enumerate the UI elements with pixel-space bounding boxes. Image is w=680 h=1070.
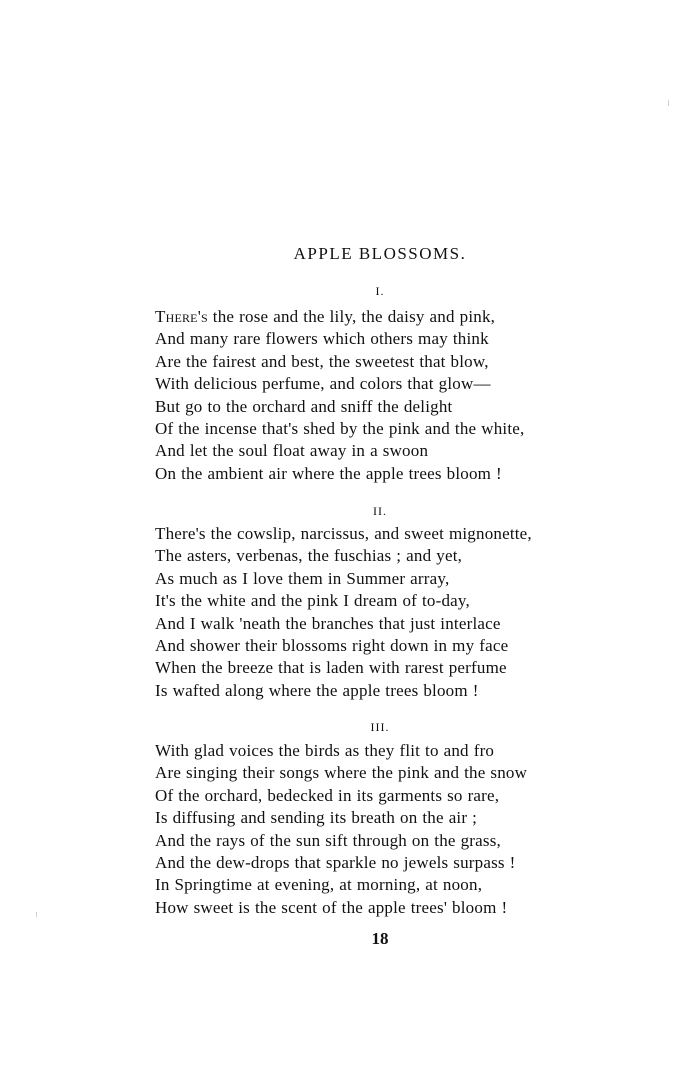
poem-line: And shower their blossoms right down in my face (155, 636, 509, 656)
poem-line: On the ambient air where the apple trees bloom ! (155, 463, 502, 483)
poem-line: In Springtime at evening, at morning, at noon, (155, 875, 483, 895)
poem-line: And let the soul float away in a swoon (155, 441, 429, 461)
stanza-numeral-3: III. (370, 720, 390, 734)
scan-speck (36, 912, 37, 917)
poem-line: Is diffusing and sending its breath on the air ; (155, 808, 478, 828)
poem-line: And many rare flowers which others may think (155, 329, 489, 349)
poem-line: Of the orchard, bedecked in its garments so rare, (155, 785, 500, 805)
poem-line: When the breeze that is laden with rarest perfume (155, 658, 507, 678)
poem-line: Is wafted along where the apple trees bloom ! (155, 680, 479, 700)
poem-line (155, 306, 635, 328)
poem-line: With delicious perfume, and colors that glow— (155, 374, 491, 394)
poem-line: It's the white and the pink I dream of to-day, (155, 591, 470, 611)
poem-line: With glad voices the birds as they flit to and fro (155, 741, 495, 760)
poem-line: And the rays of the sun sift through on the grass, (155, 830, 501, 850)
poem-line: There's the cowslip, narcissus, and sweet mignonette, (155, 524, 532, 543)
poem-line: Are the fairest and best, the sweetest that blow, (155, 351, 489, 371)
drop-word: There's (155, 307, 208, 326)
page-number: 18 (371, 929, 389, 948)
line-text: the rose and the lily, the daisy and pink, (207, 307, 496, 326)
poem-line: Of the incense that's shed by the pink and the white, (155, 419, 525, 439)
stanza-2 (155, 523, 635, 702)
poem-line: How sweet is the scent of the apple trees' bloom ! (155, 897, 508, 917)
poem-line: As much as I love them in Summer array, (155, 568, 450, 588)
stanza-3 (155, 740, 635, 919)
scan-speck (668, 100, 669, 106)
stanza-numeral-1: I. (375, 284, 385, 298)
poem-line: But go to the orchard and sniff the delight (155, 396, 453, 416)
stanza-numeral-2: II. (373, 504, 387, 518)
poem-line: The asters, verbenas, the fuschias ; and yet, (155, 546, 463, 566)
poem-line: And I walk 'neath the branches that just interlace (155, 613, 501, 633)
poem-line: Are singing their songs where the pink and the snow (155, 763, 528, 783)
poem-title: APPLE BLOSSOMS. (293, 244, 467, 263)
poem-line: And the dew-drops that sparkle no jewels surpass ! (155, 853, 516, 873)
stanza-1 (155, 306, 635, 485)
